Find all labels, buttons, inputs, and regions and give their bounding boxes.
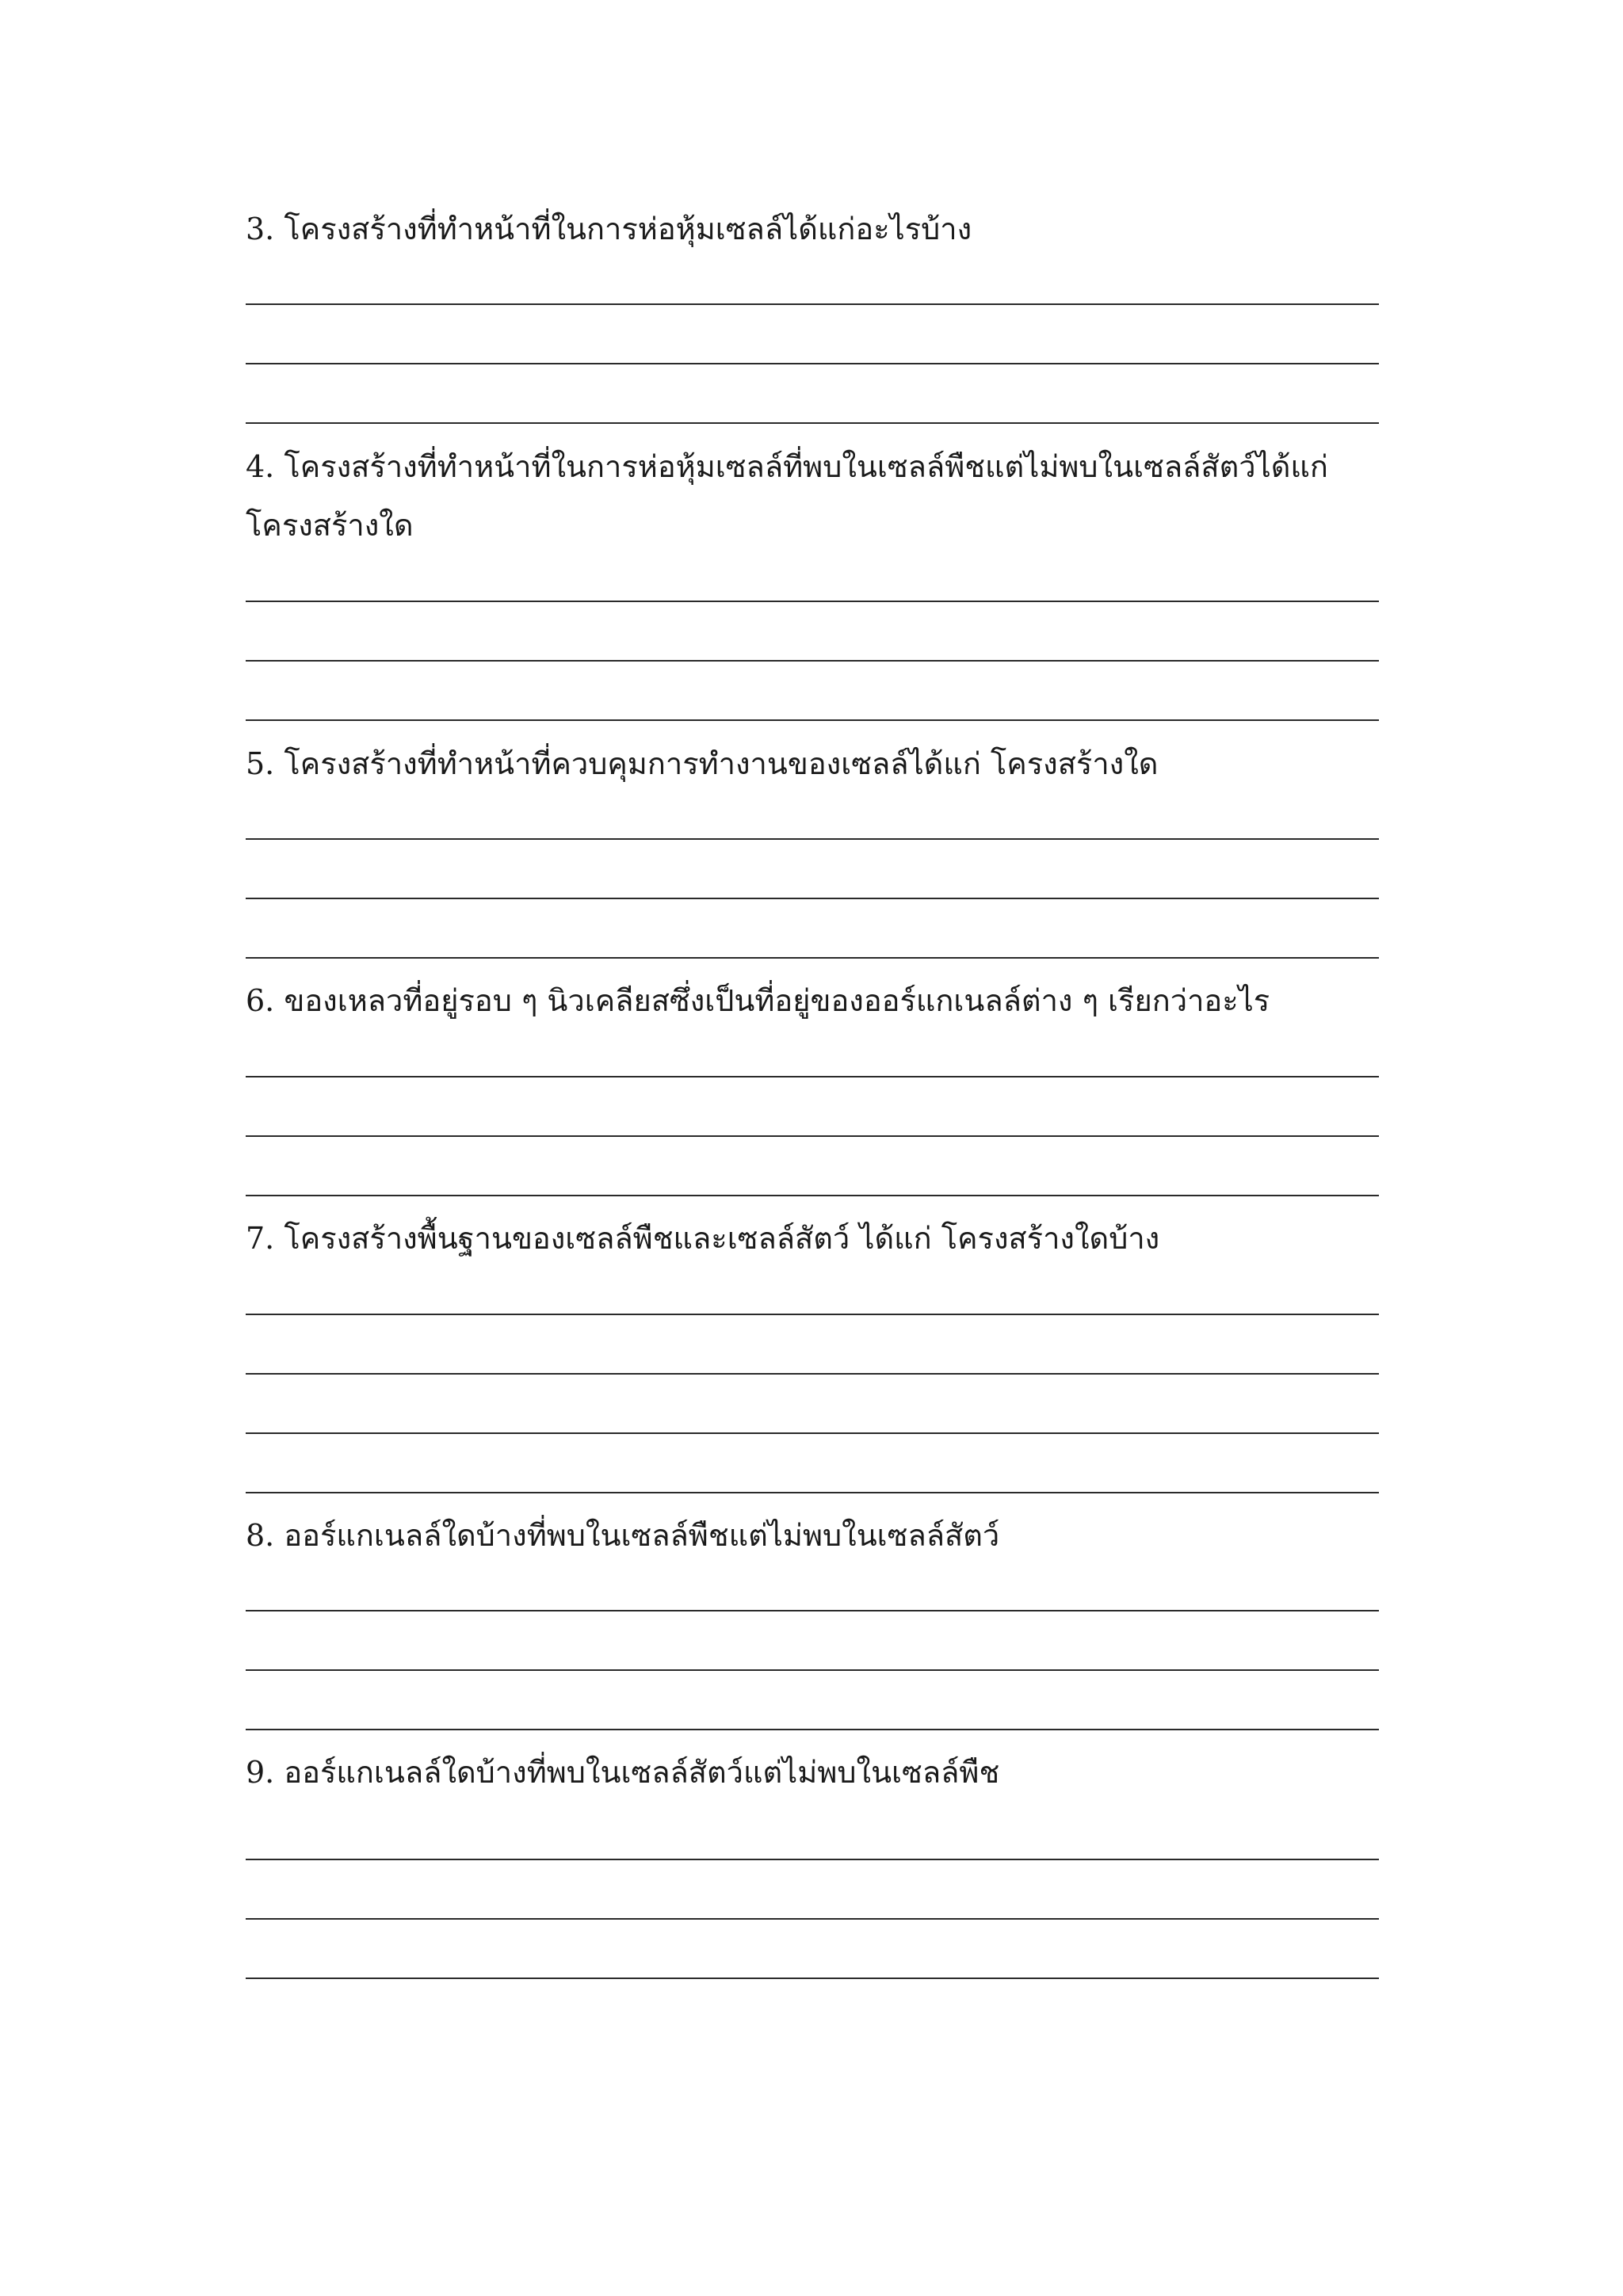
question-number: 5.: [246, 746, 275, 781]
question-9: [246, 1743, 1379, 1802]
answer-line[interactable]: [246, 1978, 1379, 1979]
question-6: [246, 971, 1379, 1030]
question-number: 3.: [246, 212, 275, 246]
question-text: โครงสร้างที่ทำหน้าที่ควบคุมการทำงานของเซลล์ได้แก่ โครงสร้างใด: [284, 746, 1159, 781]
answer-line[interactable]: [246, 1492, 1379, 1493]
answer-line[interactable]: [246, 1859, 1379, 1860]
question-text: โครงสร้างที่ทำหน้าที่ในการห่อหุ้มเซลล์ที่พบในเซลล์พืชแต่ไม่พบในเซลล์สัตว์ได้แก่โครงสร้างใด: [246, 449, 1328, 543]
answer-line[interactable]: [246, 1432, 1379, 1434]
answer-line[interactable]: [246, 1918, 1379, 1920]
question-number: 6.: [246, 983, 275, 1018]
answer-line[interactable]: [246, 1135, 1379, 1137]
question-number: 9.: [246, 1755, 275, 1790]
question-3: [246, 200, 1379, 258]
answer-line[interactable]: [246, 1373, 1379, 1375]
answer-line[interactable]: [246, 838, 1379, 840]
question-text: ออร์แกเนลล์ใดบ้างที่พบในเซลล์พืชแต่ไม่พบในเซลล์สัตว์: [284, 1518, 1000, 1553]
question-text: ของเหลวที่อยู่รอบ ๆ นิวเคลียสซึ่งเป็นที่อยู่ของออร์แกเนลล์ต่าง ๆ เรียกว่าอะไร: [284, 983, 1270, 1018]
question-5: [246, 734, 1379, 793]
answer-line[interactable]: [246, 601, 1379, 602]
answer-line[interactable]: [246, 719, 1379, 721]
question-number: 4.: [246, 449, 275, 484]
question-number: 7.: [246, 1221, 275, 1256]
answer-line[interactable]: [246, 1314, 1379, 1315]
answer-line[interactable]: [246, 660, 1379, 662]
answer-line[interactable]: [246, 1076, 1379, 1077]
answer-line[interactable]: [246, 957, 1379, 959]
question-4: [246, 437, 1379, 555]
answer-line[interactable]: [246, 1729, 1379, 1730]
answer-line[interactable]: [246, 303, 1379, 305]
question-text: โครงสร้างพื้นฐานของเซลล์พืชและเซลล์สัตว์ ได้แก่ โครงสร้างใดบ้าง: [284, 1221, 1160, 1256]
answer-line[interactable]: [246, 1195, 1379, 1196]
answer-line[interactable]: [246, 1669, 1379, 1671]
question-7: [246, 1209, 1379, 1268]
question-text: ออร์แกเนลล์ใดบ้างที่พบในเซลล์สัตว์แต่ไม่พบในเซลล์พืช: [284, 1755, 1000, 1790]
answer-line[interactable]: [246, 898, 1379, 899]
question-number: 8.: [246, 1518, 275, 1553]
answer-line[interactable]: [246, 1610, 1379, 1611]
answer-line[interactable]: [246, 422, 1379, 424]
answer-line[interactable]: [246, 363, 1379, 364]
question-8: [246, 1506, 1379, 1565]
question-text: โครงสร้างที่ทำหน้าที่ในการห่อหุ้มเซลล์ได้แก่อะไรบ้าง: [284, 212, 972, 246]
